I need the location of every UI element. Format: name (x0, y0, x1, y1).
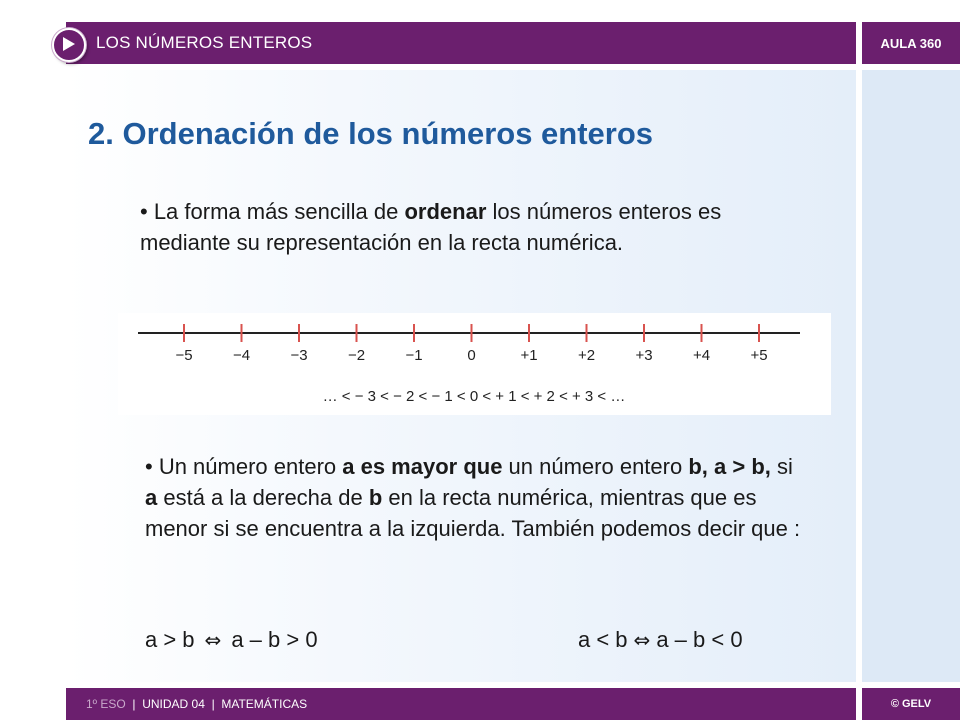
play-icon (62, 36, 76, 52)
right-side-panel (862, 70, 960, 682)
double-arrow-icon: ⇔ (633, 628, 651, 652)
bullet-paragraph-comparison (145, 451, 805, 544)
tick-label: 0 (467, 347, 476, 364)
equivalence-row (145, 627, 825, 657)
text-run: los números enteros es mediante su representación en la recta numérica. (140, 199, 722, 255)
brand-label: AULA 360 (880, 36, 942, 51)
tick-label: −1 (405, 347, 423, 364)
expr-a-gt-b: a > b (145, 627, 195, 652)
footer-subject: MATEMÁTICAS (221, 697, 308, 711)
text-run: La forma más sencilla de (147, 199, 405, 224)
tick-label: −2 (347, 347, 366, 364)
expr-a-lt-b: a < b (578, 627, 628, 652)
footer-separator: | (211, 697, 215, 711)
bullet-marker: • (140, 199, 148, 224)
footer-course: 1º ESO (86, 697, 126, 711)
copyright-label: © GELV (890, 698, 932, 710)
tick-label: +5 (750, 347, 768, 364)
bold-term: a (145, 485, 158, 510)
header-bar (66, 22, 856, 64)
section-title: LOS NÚMEROS ENTEROS (96, 33, 313, 52)
footer-unit: UNIDAD 04 (142, 697, 205, 711)
play-button[interactable] (52, 28, 86, 62)
text-run: en la recta numérica, mientras que es menor si se encuentra a la izquierda. También podemos decir que : (145, 485, 801, 541)
tick-label: +1 (520, 347, 538, 364)
tick-label: −4 (232, 347, 251, 364)
bold-term: b (368, 485, 383, 510)
tick-label: +2 (577, 347, 596, 364)
footer-separator: | (132, 697, 136, 711)
double-arrow-icon: ⇔ (204, 628, 222, 652)
footer-text (86, 697, 307, 711)
text-run: un número entero (502, 454, 689, 479)
number-line-svg (118, 313, 831, 415)
bullet-marker: • (145, 454, 153, 479)
tick-label: −3 (290, 347, 308, 364)
left-margin-strip (0, 70, 60, 682)
footer-bar (66, 688, 856, 720)
text-run: está a la derecha de (157, 485, 369, 510)
bold-term: a es mayor que (342, 454, 503, 479)
number-line-figure (118, 313, 831, 415)
tick-label: +4 (692, 347, 711, 364)
equivalence-greater (145, 627, 318, 653)
expr-diff-gt-zero: a – b > 0 (231, 627, 318, 652)
expr-diff-lt-zero: a – b < 0 (656, 627, 743, 652)
order-inequality-chain: … < − 3 < − 2 < − 1 < 0 < + 1 < + 2 < + 3 < … (322, 388, 626, 405)
footer-copyright-box (862, 688, 960, 720)
tick-label: −5 (175, 347, 193, 364)
slide-title: 2. Ordenación de los números enteros (88, 116, 654, 151)
bold-term-ordenar: ordenar (404, 199, 487, 224)
text-run: Un número entero (152, 454, 343, 479)
tick-label: +3 (635, 347, 653, 364)
bold-term: b, a > b, (688, 454, 771, 479)
brand-box (862, 22, 960, 64)
equivalence-less (578, 627, 743, 653)
bullet-paragraph-ordering (140, 196, 800, 258)
text-run: si (770, 454, 793, 479)
